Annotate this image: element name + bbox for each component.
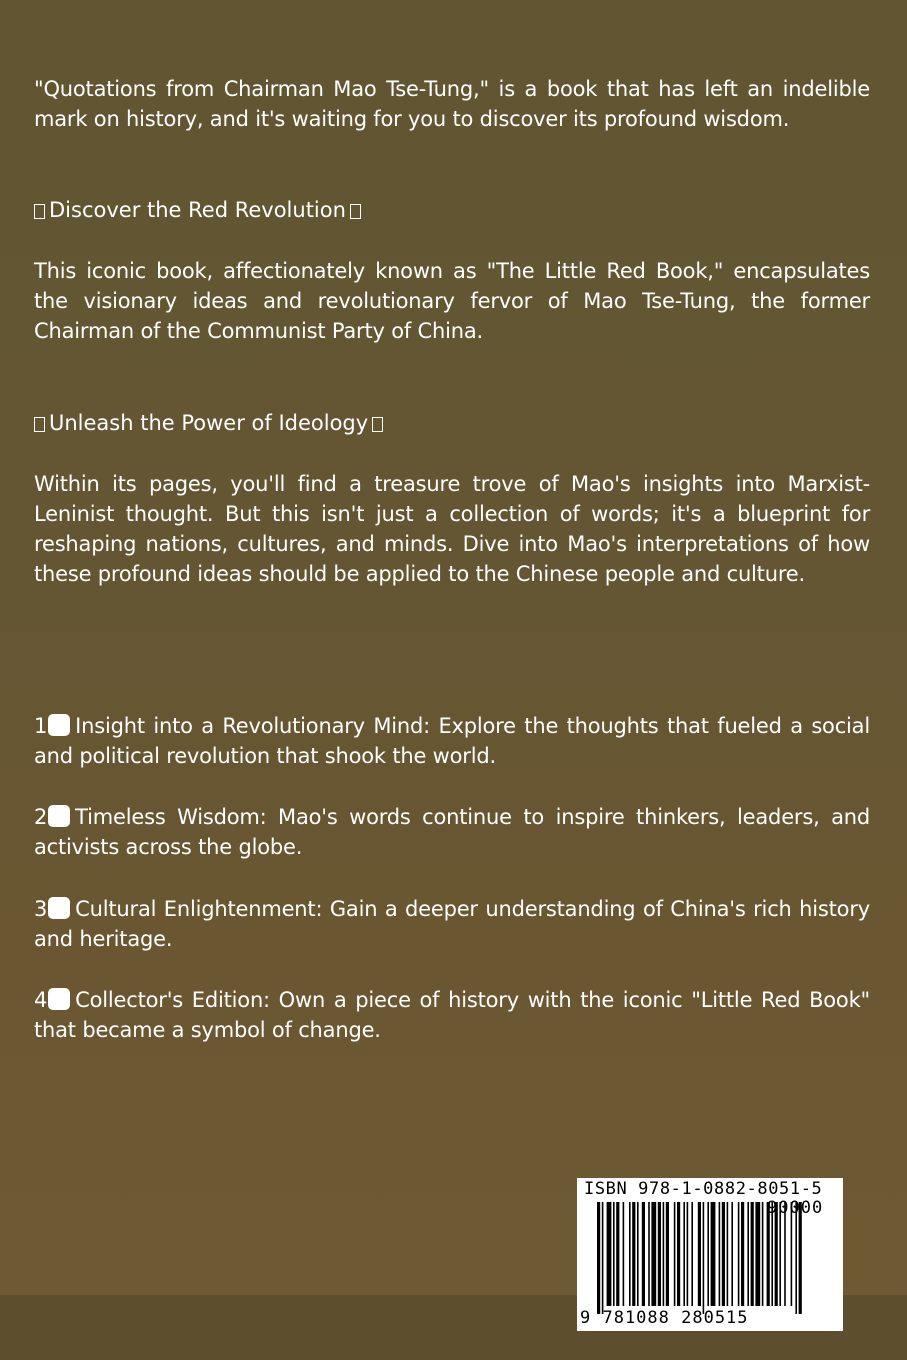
intro-paragraph: "Quotations from Chairman Mao Tse-Tung," is a book that has left an indelible mark on history, and it's waiting for you to discover its profound wisdom. [34,77,870,131]
feature-text: Cultural Enlightenment: Gain a deeper understanding of China's rich history and heritage. [34,897,870,951]
barcode-bar [658,1202,661,1306]
missing-glyph-box-icon [350,204,361,219]
barcode-bar [722,1202,725,1306]
section1-heading-text: Discover the Red Revolution [49,198,346,222]
feature-number: 4 [34,988,48,1012]
barcode-bar [727,1202,729,1306]
ean-digits: 9 781088 280515 [580,1308,749,1328]
barcode-bar [755,1202,760,1306]
isbn-barcode [577,1178,843,1331]
section1-heading [34,195,361,225]
barcode-bar [698,1202,701,1306]
barcode-bar [616,1202,619,1306]
barcode-bar [799,1202,802,1314]
barcode-bar [703,1202,705,1314]
barcode-bar [602,1202,604,1314]
barcode-bar [747,1202,749,1306]
feature-number: 3 [34,897,48,921]
barcode-bar [629,1202,631,1306]
keycap-icon [48,897,70,919]
barcode-bar [711,1202,716,1306]
keycap-icon [48,714,70,736]
barcode-bar [795,1202,797,1314]
section2-heading-text: Unleash the Power of Ideology [49,411,369,435]
price-code: 90000 [767,1198,824,1218]
missing-glyph-box-icon [372,417,383,432]
barcode-bar [707,1202,709,1306]
barcode-bar [632,1202,635,1306]
feature-number: 2 [34,805,48,829]
barcode-bar [607,1202,612,1306]
barcode-bar [651,1202,656,1306]
feature-text: Timeless Wisdom: Mao's words continue to inspire thinkers, leaders, and activists across the globe. [34,805,870,859]
barcode-bar [751,1202,754,1306]
keycap-icon [48,988,70,1010]
feature-item-1 [34,711,870,771]
section2-heading [34,408,383,438]
barcode-bar [666,1202,669,1306]
barcode-bar [719,1202,721,1306]
feature-number: 1 [34,714,48,738]
barcode-bar [674,1202,676,1306]
isbn-label: ISBN 978-1-0882-8051-5 [584,1179,823,1199]
missing-glyph-box-icon [34,204,45,219]
barcode-bar [741,1202,744,1306]
barcode-bar [648,1202,650,1306]
barcode-bar [691,1202,693,1306]
barcode-bar [597,1202,600,1314]
barcode-bar [687,1202,689,1306]
barcode-bar [623,1202,625,1306]
feature-item-2 [34,802,870,862]
section2-body: Within its pages, you'll find a treasure trove of Mao's insights into Marxist-Leninist thought. But this isn't just a collection of words; it's a blueprint for reshaping nations, cultures, and minds. Dive into Mao's interpretations of how these profound ideas should be applied to the Chinese people and culture. [34,472,870,586]
barcode-bar [642,1202,645,1306]
barcode-bar [762,1202,764,1306]
barcode-bar [613,1202,615,1306]
feature-text: Insight into a Revolutionary Mind: Explore the thoughts that fueled a social and political revolution that shook the world. [34,714,870,768]
keycap-icon [48,805,70,827]
barcode-bar [738,1202,740,1306]
feature-item-4 [34,985,870,1045]
barcode-bar [683,1202,685,1306]
barcode-bar [663,1202,665,1306]
feature-item-3 [34,894,870,954]
missing-glyph-box-icon [34,417,45,432]
section1-body: This iconic book, affectionately known as "The Little Red Book," encapsulates the visionary ideas and revolutionary fervor of Mao Tse-Tung, the former Chairman of the Communist Party of China. [34,259,870,343]
barcode-bar [731,1202,733,1306]
barcode-bar [677,1202,680,1306]
feature-text: Collector's Edition: Own a piece of history with the iconic "Little Red Book" that became a symbol of change. [34,988,870,1042]
barcode-bar [637,1202,639,1306]
